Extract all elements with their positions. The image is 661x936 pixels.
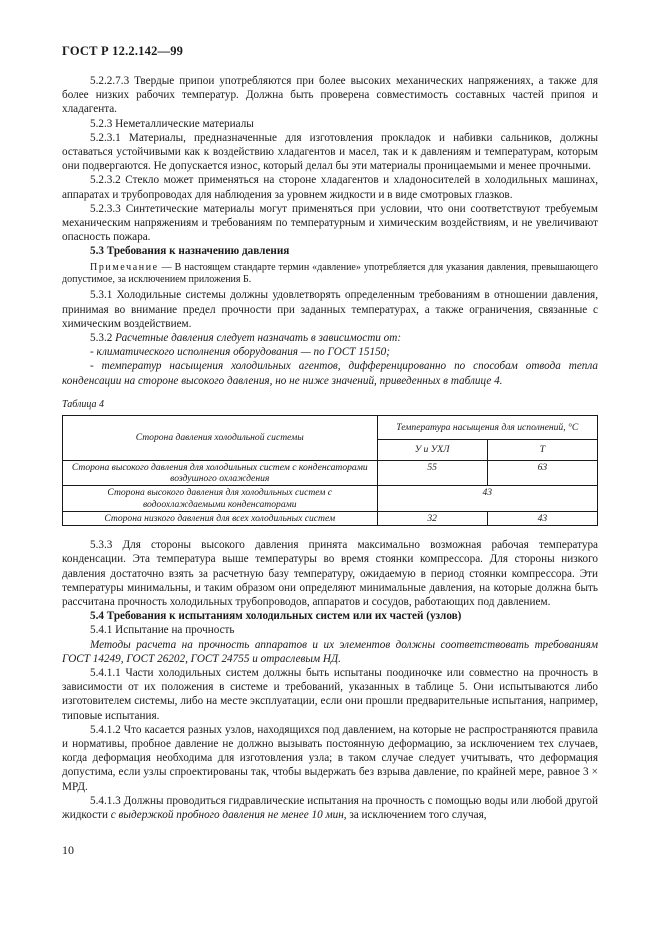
- paragraph-text: Расчетные давления следует назначать в зависимости от:: [115, 332, 402, 345]
- document-header: ГОСТ Р 12.2.142—99: [62, 44, 184, 58]
- note-label: Примечание: [90, 261, 159, 273]
- table-row: [63, 511, 598, 525]
- section-heading-5-4: 5.4 Требования к испытаниям холодильных систем или их частей (узлов): [90, 610, 462, 623]
- paragraph: 5.2.3.1 Материалы, предназначенные для изготовления прокладок и набивки сальников, должны оставаться устойчивыми как к воздействию хладагентов и масел, так и к давлениям и температурам, которым они подвергаются. Не допускается износ, который делал бы эти материалы проницаемыми и менее прочными.: [62, 131, 598, 173]
- paragraph: [62, 794, 598, 822]
- paragraph: 5.2.3.2 Стекло может применяться на стороне хладагентов и хладоносителей в холодильных машинах, аппаратах и трубопроводах для наблюдения за уровнем жидкости и в виде смотровых глазков.: [62, 174, 598, 201]
- table-cell: Сторона низкого давления для всех холодильных систем: [63, 511, 378, 525]
- table-caption: Таблица 4: [62, 398, 104, 410]
- paragraph: 5.3.1 Холодильные системы должны удовлетворять определенным требованиям в отношении давления, принимая во внимание предел прочности при заданных температурах, а также ограничения, связанные с химическим воздействием.: [62, 289, 598, 330]
- paragraph: 5.4.1.2 Что касается разных узлов, находящихся под давлением, на которые не распространяются правила и нормативы, пробное давление не должно вызывать постоянную деформацию, за исключением тех случаев, когда деформация необходима для изготовления узла; в таком случае следует учитывать, что деформация допустима, если узлы спроектированы так, чтобы выдержать без взрыва давление, по крайней мере, равное 3 × МРД.: [62, 723, 598, 793]
- page-body: [62, 74, 598, 822]
- list-item: - температур насыщения холодильных агентов, дифференцированно по способам отвода тепла конденсации на стороне высокого давления, но не ниже значений, приведенных в таблице 4.: [62, 360, 598, 387]
- paragraph-text: , за исключением того случая,: [343, 808, 487, 821]
- table-cell: Сторона высокого давления для холодильных систем с водоохлаждаемыми конденсаторами: [63, 486, 378, 511]
- page-number: 10: [62, 843, 74, 857]
- paragraph-emphasis: с выдержкой пробного давления не менее 10 мин: [110, 808, 344, 821]
- paragraph: 5.4.1.1 Части холодильных систем должны быть испытаны поодиночке или совместно на прочность в зависимости от их положения в системе и требований, указанных в таблице 5. Они испытываются либо изготовителем системы, либо на месте эксплуатации, если они прошли предварительные испытания, например, типовые испытания.: [62, 666, 598, 722]
- table-row: [63, 486, 598, 511]
- note-text: — В настоящем стандарте термин «давление» употребляется для указания давления, превышающего допустимое, за исключением приложения Б.: [62, 261, 598, 286]
- paragraph: 5.2.3.3 Синтетические материалы могут применяться при условии, что они соответствуют требуемым механическим напряжениям и требованиям по температурным и химическим воздействиям, и не увеличивают опасность пожара.: [62, 202, 598, 244]
- table-subheader-u: У и УХЛ: [377, 439, 487, 460]
- list-item: - климатического исполнения оборудования — по ГОСТ 15150;: [90, 346, 391, 359]
- table-cell: 32: [377, 511, 487, 525]
- table-cell: 63: [487, 461, 597, 486]
- table-cell: Сторона высокого давления для холодильных систем с конденсаторами воздушного охлаждения: [63, 461, 378, 486]
- table-header-side: Сторона давления холодильной системы: [63, 416, 378, 461]
- paragraph-number: 5.3.2: [90, 332, 116, 345]
- paragraph: Методы расчета на прочность аппаратов и их элементов должны соответствовать требованиям ГОСТ 14249, ГОСТ 26202, ГОСТ 24755 и отраслевым НД.: [62, 638, 598, 665]
- paragraph: 5.2.2.7.3 Твердые припои употребляются при более высоких механических напряжениях, а также для более низких рабочих температур. Должна быть проверена совместимость составных частей припоя и хладагента.: [62, 75, 598, 116]
- table-subheader-t: Т: [487, 439, 597, 460]
- section-heading-5-3: 5.3 Требования к назначению давления: [90, 245, 290, 258]
- table-row: [63, 461, 598, 486]
- subsection-heading: 5.2.3 Неметаллические материалы: [90, 117, 254, 130]
- table-cell: 43: [377, 486, 597, 511]
- paragraph: 5.4.1 Испытание на прочность: [90, 624, 235, 637]
- table-cell: 43: [487, 511, 597, 525]
- table-cell: 55: [377, 461, 487, 486]
- table-4: [62, 415, 598, 526]
- table-header-temp: Температура насыщения для исполнений, °С: [377, 416, 597, 440]
- note: [62, 262, 598, 287]
- paragraph: [62, 331, 598, 345]
- paragraph-text: 5.4.1.3 Должны проводиться гидравлические испытания на прочность с помощью воды или любой другой жидкости: [62, 794, 598, 821]
- paragraph: 5.3.3 Для стороны высокого давления принята максимально возможная рабочая температура конденсации. Эта температура выше температуры во время стоянки компрессора. Для стороны низкого давления достаточно взять за расчетную базу температуру, ожидаемую в период стоянки компрессора. Эти температуры минимальны, и таким образом они определяют минимальные давления, на которые должна быть рассчитана прочность холодильных трубопроводов, аппаратов и сосудов, работающих под давлением.: [62, 539, 598, 608]
